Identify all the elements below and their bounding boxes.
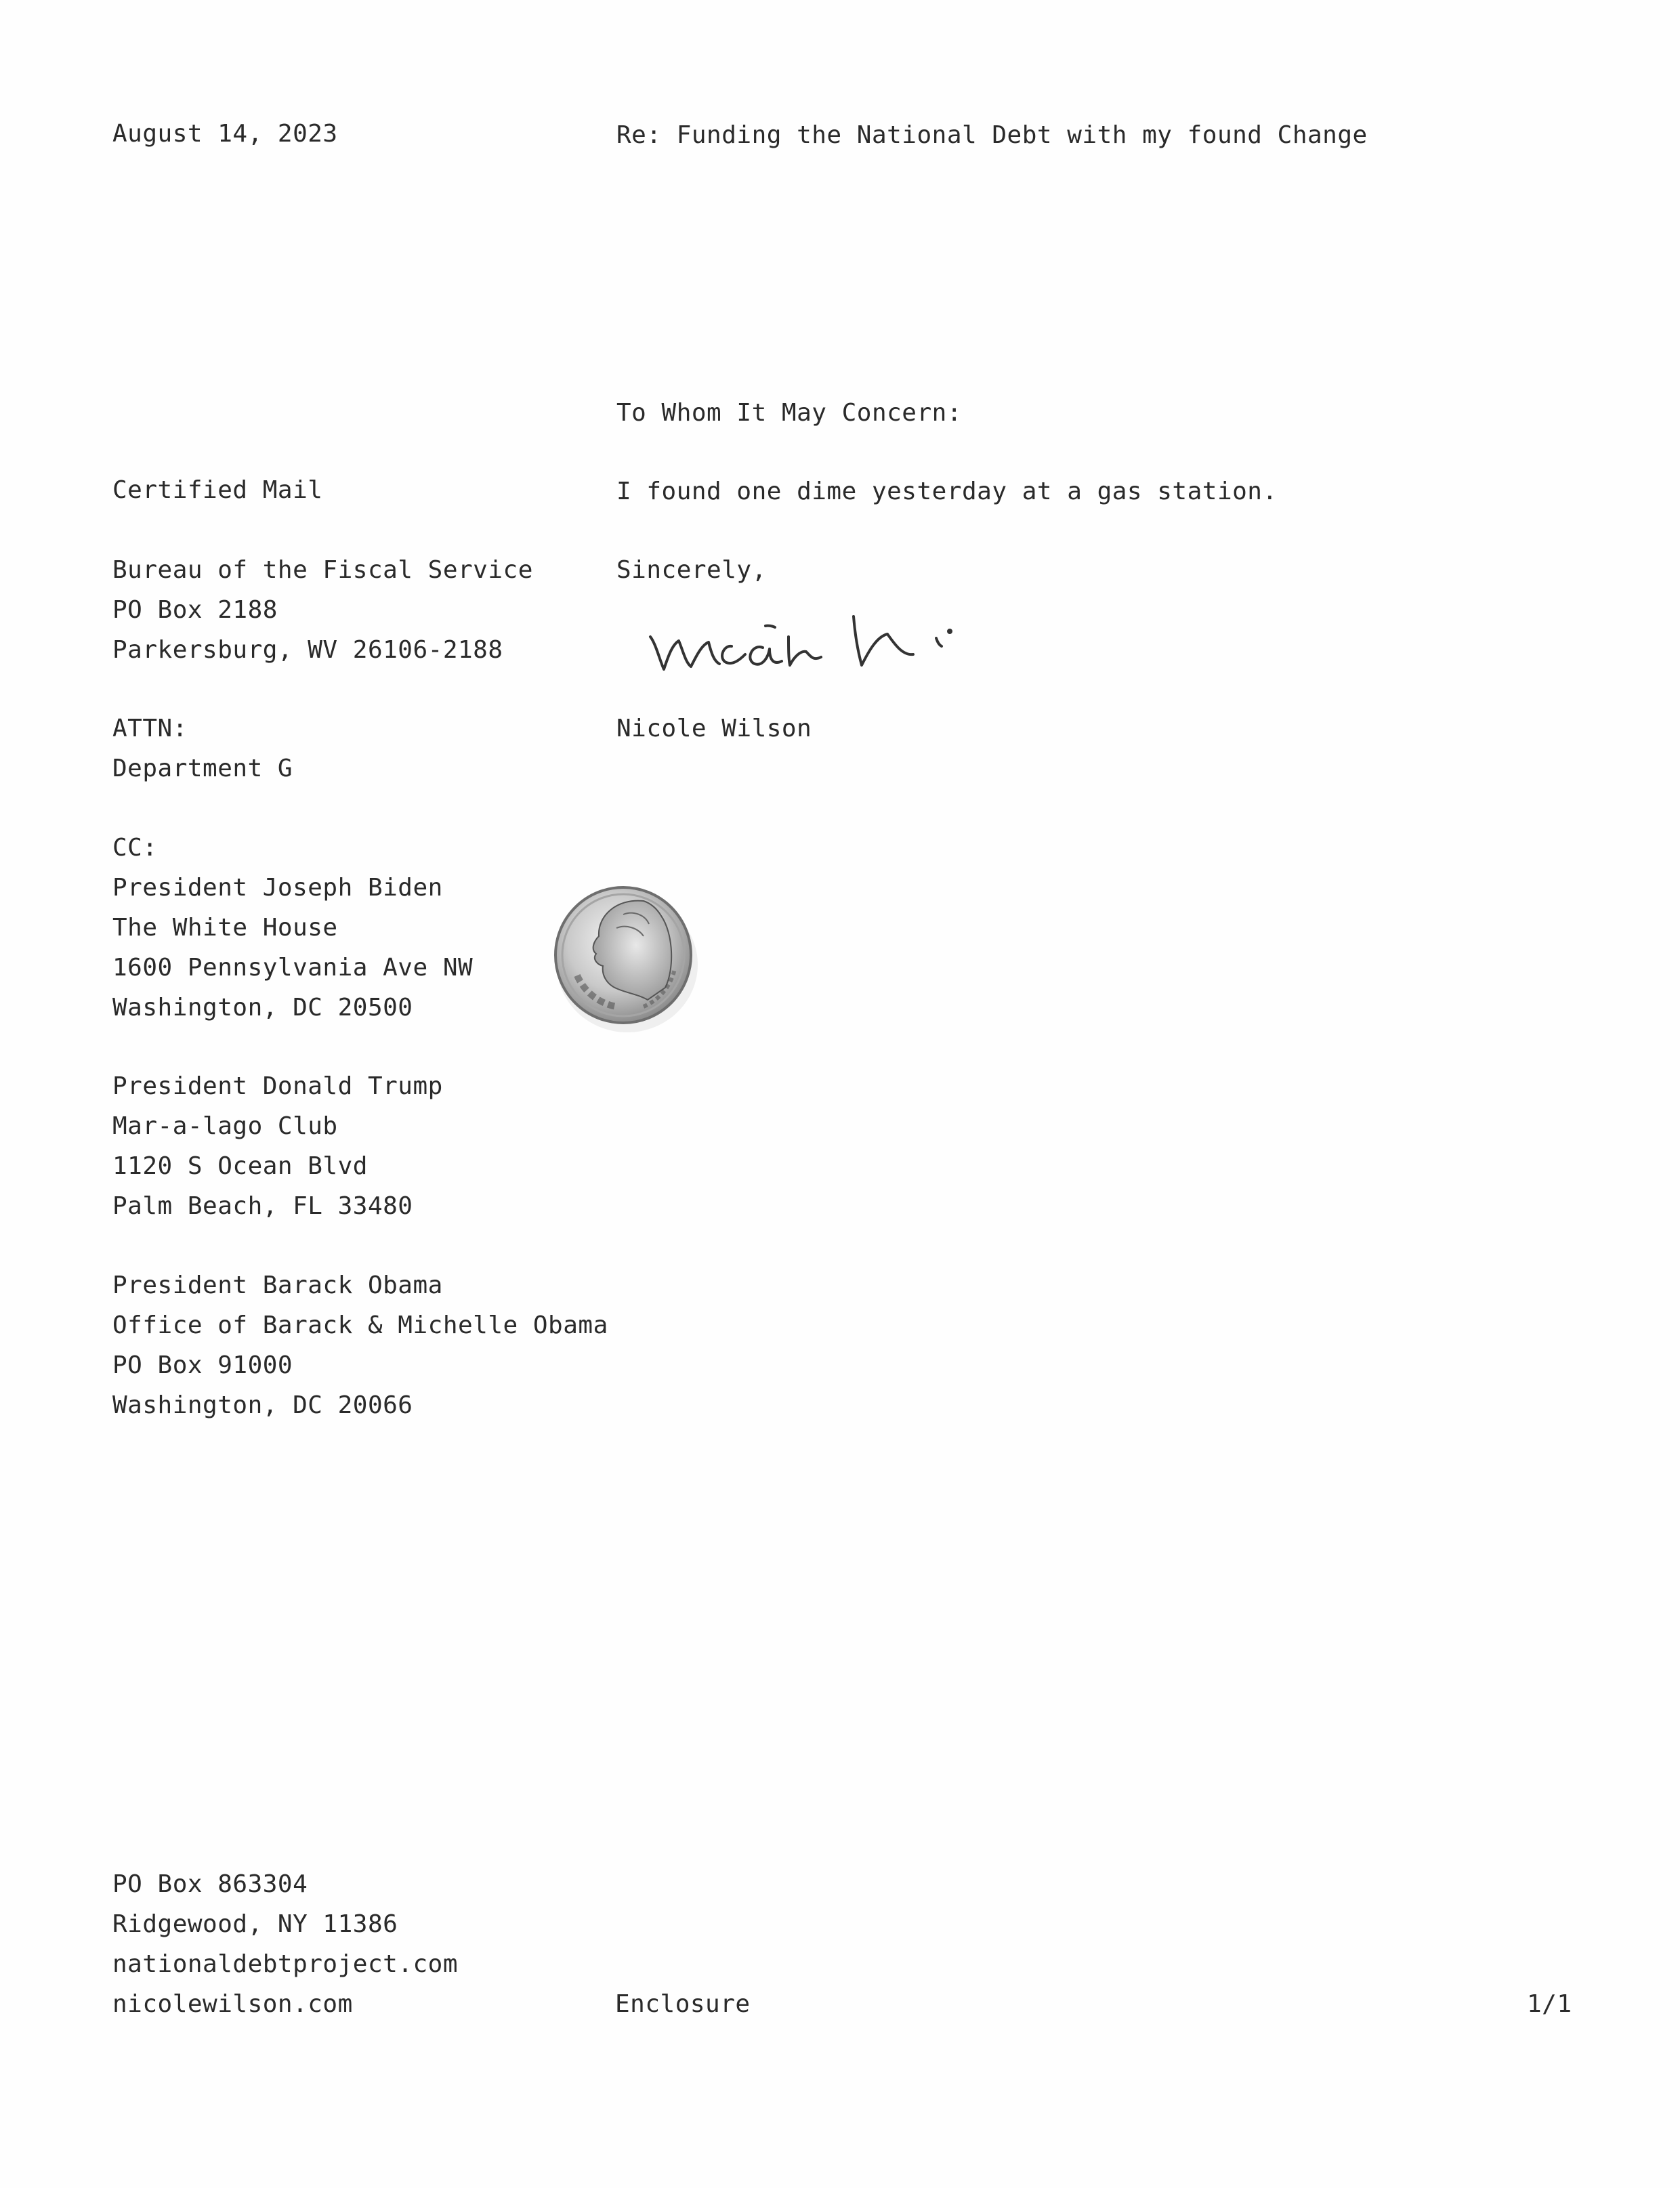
sender-website-link[interactable]: nicolewilson.com: [112, 1990, 353, 2018]
closing: Sincerely,: [616, 556, 767, 584]
cc-line: PO Box 91000: [112, 1351, 293, 1379]
enclosure-note: Enclosure: [615, 1990, 751, 2018]
cc-recipient-2: [112, 1066, 443, 1226]
cc-line: 1120 S Ocean Blvd: [112, 1152, 368, 1180]
recipient-line: Parkersburg, WV 26106-2188: [112, 636, 503, 664]
salutation: To Whom It May Concern:: [616, 399, 962, 427]
letter-date: August 14, 2023: [112, 120, 338, 148]
cc-line: Palm Beach, FL 33480: [112, 1192, 413, 1220]
recipient-address: [112, 550, 533, 670]
cc-line: Office of Barack & Michelle Obama: [112, 1311, 608, 1339]
signature-name: Nicole Wilson: [616, 715, 812, 742]
cc-line: Washington, DC 20500: [112, 994, 413, 1022]
sender-website-link[interactable]: nationaldebtproject.com: [112, 1950, 458, 1978]
attn-block: [112, 709, 293, 788]
mail-type: Certified Mail: [112, 476, 323, 504]
sender-po-box: PO Box 863304: [112, 1870, 308, 1898]
dime-coin-image: [542, 874, 705, 1036]
letter-subject: Re: Funding the National Debt with my found Change: [616, 121, 1368, 149]
letter-body: I found one dime yesterday at a gas station.: [616, 478, 1278, 505]
sender-address: [112, 1864, 458, 2024]
recipient-line: Bureau of the Fiscal Service: [112, 556, 533, 584]
cc-line: The White House: [112, 914, 338, 942]
handwritten-signature: [644, 596, 1030, 684]
recipient-line: PO Box 2188: [112, 596, 278, 624]
attn-label: ATTN:: [112, 715, 188, 742]
cc-line: Washington, DC 20066: [112, 1391, 413, 1419]
cc-line: President Joseph Biden: [112, 874, 443, 902]
sender-city: Ridgewood, NY 11386: [112, 1910, 398, 1938]
attn-department: Department G: [112, 755, 293, 782]
cc-label: CC:: [112, 834, 158, 862]
cc-line: 1600 Pennsylvania Ave NW: [112, 954, 474, 982]
cc-recipient-3: [112, 1265, 608, 1425]
cc-line: President Donald Trump: [112, 1072, 443, 1100]
cc-line: Mar-a-lago Club: [112, 1112, 338, 1140]
page-number: 1/1: [1527, 1990, 1572, 2018]
cc-block: [112, 828, 473, 1028]
cc-line: President Barack Obama: [112, 1271, 443, 1299]
